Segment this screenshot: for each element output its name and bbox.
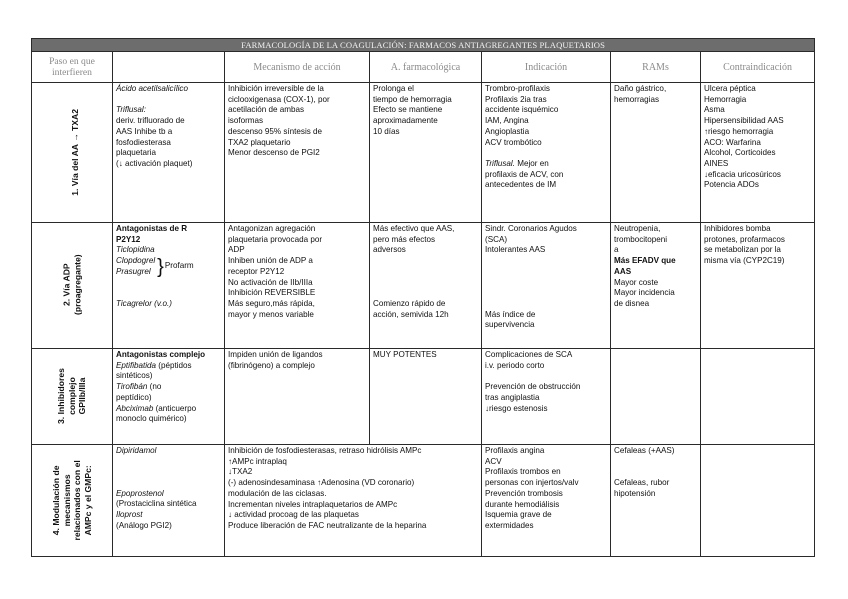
text-line: sintéticos) (116, 371, 153, 381)
text-line: profilaxis de ACV, con (485, 169, 564, 179)
text-line: ↓TXA2 (228, 467, 253, 477)
text-line: Menor descenso de PGI2 (228, 148, 320, 158)
text-line: Incrementan niveles intraplaquetarios de AMPc (228, 499, 398, 509)
prodrug-group (116, 256, 221, 277)
text-line: hemorragias (614, 94, 659, 104)
text-line: supervivencia (485, 320, 535, 330)
text-inline: (no (147, 382, 162, 392)
text-line: ↓ actividad procoag de las plaquetas (228, 510, 359, 520)
text-line: Angioplastia (485, 126, 530, 136)
text-line: MUY POTENTES (373, 350, 437, 359)
text-line: AINES (704, 158, 729, 168)
text-line: hipotensión (614, 488, 656, 498)
text-line: trombocitopeni (614, 234, 668, 244)
drug-line: deriv. trifluorado de (116, 116, 185, 126)
text-line: (SCA) (485, 234, 508, 244)
text-line: (-) adenosindesaminasa ↑Adenosina (VD coronario) (228, 478, 415, 488)
header-afarmacologica: A. farmacológica (370, 52, 482, 83)
side-label-line: 1. Vía del AA → TXA2 (70, 108, 81, 196)
antiplatelet-drugs-table (31, 38, 815, 557)
table-row-adp (32, 223, 815, 349)
text-line (116, 404, 221, 415)
text-line (116, 382, 221, 393)
cell-indicacion-adp (482, 223, 611, 349)
text-line: Sindr. Coronarios Agudos (485, 224, 577, 233)
side-label-line: AMPc y el GMPc: (82, 464, 93, 536)
text-inline: (péptidos (156, 360, 192, 370)
drug-dipiridamol: Dipiridamol (116, 446, 157, 455)
text-line: accidente isquémico (485, 105, 559, 115)
text-line: protones, profarmacos (704, 234, 785, 244)
cell-afarm-gp (370, 349, 482, 445)
drug-prasugrel: Prasugrel (116, 266, 151, 276)
cell-indicacion-aa (482, 83, 611, 223)
text-line: Trombro-profilaxis (485, 84, 550, 93)
table-row-gp2b3a (32, 349, 815, 445)
text-line: de disnea (614, 298, 650, 308)
row-label-aa-txa2 (32, 83, 113, 223)
header-paso-line2: interfieren (52, 67, 92, 78)
text-line: Complicaciones de SCA (485, 350, 573, 359)
text-line: ↓eficacia uricosúricos (704, 169, 781, 179)
text-line: ACV (485, 456, 502, 466)
drug-line: fosfodiesterasa (116, 137, 171, 147)
text-line: ↑AMPc intraplaq (228, 456, 287, 466)
text-line: No activación de IIb/IIIa (228, 277, 313, 287)
text-line: Inhibición de fosfodiesterasas, retraso hidrólisis AMPc (228, 446, 422, 455)
text-line: acetilación de ambas (228, 105, 305, 115)
row-label-gp2b3a (32, 349, 113, 445)
header-paso-line1: Paso en que (49, 56, 95, 67)
text-line-bold: Más EFADV que (614, 256, 676, 266)
cell-indicacion-ampc (482, 445, 611, 557)
text-line: (fibrinógeno) a complejo (228, 360, 315, 370)
text-line: pero más efectos (373, 234, 436, 244)
text-inline: Mejor en (514, 158, 549, 168)
drug-group-heading: Antagonistas complejo (116, 350, 206, 359)
header-mecanismo: Mecanismo de acción (225, 52, 370, 83)
text-line: Ulcera péptica (704, 84, 756, 93)
table-row-ampc-gmpc (32, 445, 815, 557)
text-line: Hemorragia (704, 94, 747, 104)
text-line: i.v. periodo corto (485, 360, 545, 370)
cell-rams-adp (611, 223, 701, 349)
drug-group-heading: P2Y12 (116, 234, 141, 244)
text-line: IAM, Angina (485, 116, 529, 126)
text-line: tras angiplastia (485, 392, 540, 402)
row-label-adp (32, 223, 113, 349)
cell-afarm-aa (370, 83, 482, 223)
text-line: Mayor incidencia (614, 288, 675, 298)
text-line: ACO: Warfarina (704, 137, 761, 147)
text-line: (Análogo PGI2) (116, 520, 172, 530)
text-line: Comienzo rápido de (373, 298, 446, 308)
drug-eptifibatida: Eptifibatida (116, 360, 157, 370)
drug-clopidogrel: Clopdogrel (116, 256, 156, 266)
brace-icon: } (157, 255, 164, 278)
text-line: peptídico) (116, 392, 152, 402)
drug-ticagrelor: Ticagrelor (v.o.) (116, 298, 172, 308)
text-line: ciclooxigenasa (COX-1), por (228, 94, 330, 104)
side-label-line: 4. Modulación de (50, 465, 61, 535)
cell-contra-adp (701, 223, 815, 349)
side-label-line: GPIIb/IIIa (77, 377, 88, 415)
text-line: se metabolizan por la (704, 245, 781, 255)
text-line: extermidades (485, 520, 534, 530)
header-row (32, 52, 815, 83)
text-line: Prolonga el (373, 84, 414, 93)
row-label-ampc-gmpc (32, 445, 113, 557)
text-line: (Prostaciclina sintética (116, 499, 197, 509)
text-line: Neutropenia, (614, 224, 661, 233)
cell-contra-aa (701, 83, 815, 223)
side-label-line: complejo (66, 377, 77, 415)
text-line: Cefaleas (+AAS) (614, 446, 675, 455)
text-line: ↓riesgo estenosis (485, 403, 548, 413)
text-line: Impiden unión de ligandos (228, 350, 323, 359)
text-line: Potencia ADOs (704, 180, 759, 190)
text-line: Asma (704, 105, 725, 115)
cell-rams-aa (611, 83, 701, 223)
text-line: personas con injertos/valv (485, 478, 579, 488)
text-line: Hipersensibilidad AAS (704, 116, 784, 126)
cell-contra-gp (701, 349, 815, 445)
table-row-aa-txa2 (32, 83, 815, 223)
header-drug (113, 52, 225, 83)
text-line: durante hemodiálisis (485, 499, 560, 509)
text-line: mayor y menos variable (228, 309, 314, 319)
cell-afarm-adp (370, 223, 482, 349)
text-line (485, 159, 607, 170)
header-rams: RAMs (611, 52, 701, 83)
side-label-line: (proagregante) (71, 254, 82, 316)
drug-iloprost: Iloprost (116, 510, 143, 520)
text-line: Alcohol, Corticoides (704, 148, 776, 158)
text-line: Daño gástrico, (614, 84, 667, 93)
header-paso (32, 52, 113, 83)
text-line: Más efectivo que AAS, (373, 224, 455, 233)
text-line-bold: AAS (614, 266, 632, 276)
text-line: Efecto se mantiene (373, 105, 443, 115)
cell-mecanismo-adp (225, 223, 370, 349)
text-line: ACV trombótico (485, 137, 542, 147)
drug-line: AAS Inhibe tb a (116, 126, 173, 136)
text-line: monoclo quimérico) (116, 414, 187, 424)
text-line: Inhibidores bomba (704, 224, 771, 233)
cell-drugs-adp (113, 223, 225, 349)
text-line: 10 días (373, 126, 400, 136)
text-line: Profilaxis angina (485, 446, 545, 455)
text-line: a (614, 245, 619, 255)
cell-drugs-aa (113, 83, 225, 223)
text-line: modulación de las ciclasas. (228, 488, 327, 498)
text-line: Intolerantes AAS (485, 245, 546, 255)
text-line: TXA2 plaquetario (228, 137, 291, 147)
text-line: descenso 95% síntesis de (228, 126, 323, 136)
text-line: Más seguro,más rápida, (228, 298, 315, 308)
text-line: Profilaxis trombos en (485, 467, 561, 477)
table-title: FARMACOLOGÍA DE LA COAGULACIÓN: FARMACOS ANTIAGREGANTES PLAQUETARIOS (32, 39, 815, 52)
cell-rams-ampc (611, 445, 701, 557)
text-line: Inhibición irreversible de la (228, 84, 324, 93)
side-label-line: 3. Inhibidores (55, 368, 66, 424)
cell-drugs-gp (113, 349, 225, 445)
text-line: Mayor coste (614, 277, 659, 287)
cell-mecanismo-gp (225, 349, 370, 445)
text-line (116, 361, 221, 372)
text-line: Profilaxis 2ia tras (485, 94, 547, 104)
text-line: Prevención de obstrucción (485, 382, 581, 392)
profarm-label: Profarm (164, 261, 194, 271)
text-line: adversos (373, 245, 406, 255)
text-line: isoformas (228, 116, 264, 126)
text-line: aproximadamente (373, 116, 438, 126)
drug-aas: Ácido acetilsalicílico (116, 84, 188, 93)
text-line: Antagonizan agregación (228, 224, 316, 233)
pharmacology-table-sheet (31, 38, 814, 557)
text-line: Inhibición REVERSIBLE (228, 288, 316, 298)
cell-contra-ampc (701, 445, 815, 557)
text-line: antecedentes de IM (485, 180, 557, 190)
text-line: Cefaleas, rubor (614, 478, 670, 488)
drug-ticlopidina: Ticlopidina (116, 245, 155, 255)
drug-name-inline: Triflusal. (485, 158, 515, 168)
text-line: Isquemia grave de (485, 510, 552, 520)
drug-line: plaquetaria (116, 148, 157, 158)
cell-rams-gp (611, 349, 701, 445)
text-line: Produce liberación de FAC neutralizante de la heparina (228, 520, 427, 530)
text-inline: (anticuerpo (153, 403, 197, 413)
text-line: Prevención trombosis (485, 488, 563, 498)
text-line: acción, semivida 12h (373, 309, 449, 319)
text-line: Más índice de (485, 309, 536, 319)
text-line: ADP (228, 245, 245, 255)
text-line: Inhiben unión de ADP a (228, 256, 313, 266)
drug-abciximab: Abciximab (116, 403, 154, 413)
header-contraindicacion: Contraindicación (701, 52, 815, 83)
drug-triflusal: Triflusal: (116, 105, 146, 115)
text-line: tiempo de hemorragia (373, 94, 452, 104)
drug-line: (↓ activación plaquet) (116, 158, 193, 168)
side-label-line: relacionados con el (72, 459, 83, 541)
cell-indicacion-gp (482, 349, 611, 445)
header-indicacion: Indicación (482, 52, 611, 83)
drug-tirofiban: Tirofibán (116, 382, 148, 392)
side-label-line: 2. Vía ADP (61, 263, 72, 307)
text-line: ↑riesgo hemorragia (704, 126, 774, 136)
text-line: receptor P2Y12 (228, 266, 285, 276)
cell-mecanismo-aa (225, 83, 370, 223)
text-line: misma vía (CYP2C19) (704, 256, 785, 266)
side-label-line: mecanismos (61, 473, 72, 527)
drug-group-heading: Antagonistas de R (116, 224, 188, 233)
drug-epoprostenol: Epoprostenol (116, 488, 164, 498)
text-line: plaquetaria provocada por (228, 234, 323, 244)
cell-drugs-ampc (113, 445, 225, 557)
cell-mecanismo-ampc (225, 445, 482, 557)
title-row (32, 39, 815, 52)
